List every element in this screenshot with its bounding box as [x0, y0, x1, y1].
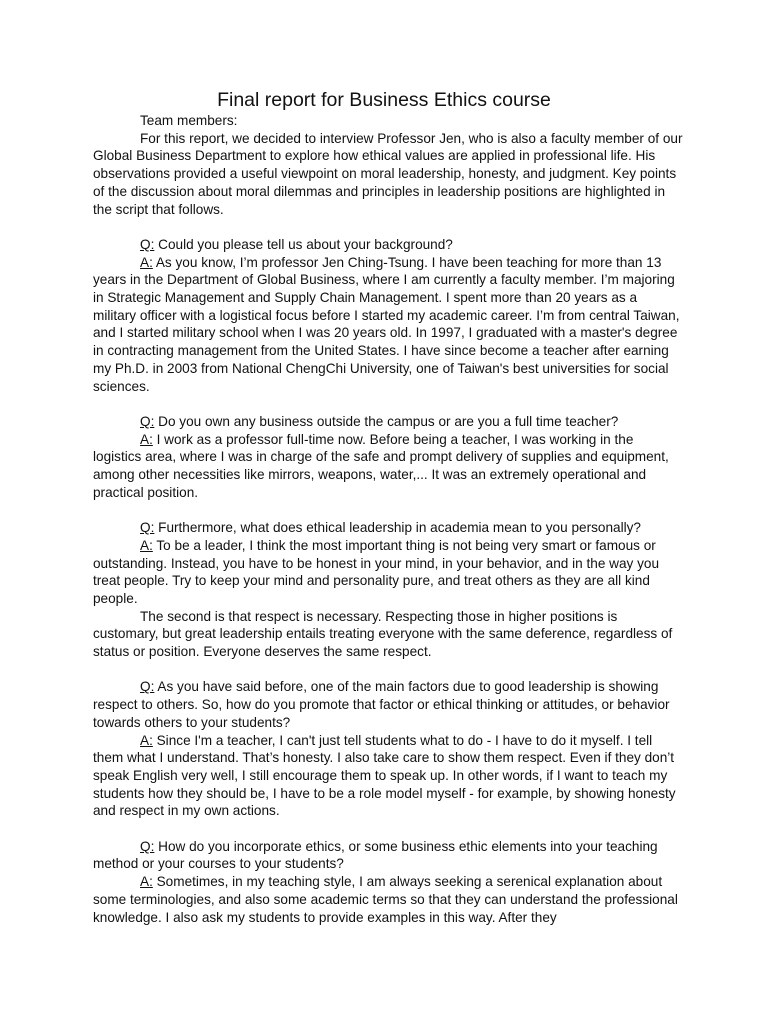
answer-text: I work as a professor full-time now. Before being a teacher, I was working in the logistics area, where I was in charge of the safe and prompt delivery of supplies and equipment, among other necessities like mirrors, weapons, water,... It was an extremely operational and practical position.	[93, 431, 669, 500]
team-members-label: Team members:	[140, 113, 238, 128]
question-3	[93, 519, 683, 537]
question-5	[93, 838, 683, 873]
answer-4	[93, 732, 683, 821]
question-text: How do you incorporate ethics, or some business ethic elements into your teaching method or your courses to your students?	[93, 838, 658, 872]
q-label: Q:	[140, 413, 155, 429]
page-title: Final report for Business Ethics course	[217, 89, 551, 111]
question-1	[93, 236, 683, 254]
a-label: A:	[140, 732, 153, 748]
answer-text: Since I'm a teacher, I can't just tell students what to do - I have to do it myself. I tell them what I understand. That’s honesty. I also take care to show them respect. Even if they don’t speak English very well, I still encourage them to speak up. In other words, if I want to teach my students how they should be, I have to be a role model myself - for example, by showing honesty and respect in my own actions.	[93, 732, 676, 819]
question-text: Do you own any business outside the campus or are you a full time teacher?	[154, 413, 619, 429]
answer-2	[93, 431, 683, 502]
question-2	[93, 413, 683, 431]
answer-3	[93, 537, 683, 608]
q-label: Q:	[140, 838, 155, 854]
a-label: A:	[140, 431, 153, 447]
answer-3-continued: The second is that respect is necessary. Respecting those in higher positions is customary, but great leadership entails treating everyone with the same deference, regardless of status or position. Everyone deserves the same respect.	[93, 608, 673, 660]
question-text: As you have said before, one of the main factors due to good leadership is showing respect to others. So, how do you promote that factor or ethical thinking or attitudes, or behavior towards others to your students?	[93, 679, 670, 730]
intro-paragraph: For this report, we decided to interview Professor Jen, who is also a faculty member of our Global Business Department to explore how ethical values are applied in professional life. His observations provided a useful viewpoint on moral leadership, honesty, and judgment. Key points of the discussion about moral dilemmas and principles in leadership positions are highlighted in the script that follows.	[93, 130, 683, 217]
answer-text: Sometimes, in my teaching style, I am always seeking a serenical explanation about some terminologies, and also some academic terms so that they can understand the professional knowledge. I also ask my students to provide examples in this way. After they	[93, 874, 678, 925]
a-label: A:	[140, 254, 153, 270]
q-label: Q:	[140, 679, 155, 695]
answer-5	[93, 873, 683, 926]
a-label: A:	[140, 537, 153, 553]
question-text: Furthermore, what does ethical leadership in academia mean to you personally?	[154, 520, 641, 536]
document-body	[93, 112, 683, 926]
question-4	[93, 678, 683, 731]
q-label: Q:	[140, 520, 155, 536]
answer-1	[93, 254, 683, 396]
a-label: A:	[140, 874, 153, 890]
answer-text: As you know, I’m professor Jen Ching-Tsung. I have been teaching for more than 13 years in the Department of Global Business, where I am currently a faculty member. I’m majoring in Strategic Management and Supply Chain Management. I spent more than 20 years as a military officer with a logistical focus before I started my academic career. I’m from central Taiwan, and I started military school when I was 20 years old. In 1997, I graduated with a master's degree in contracting management from the United States. I have since become a teacher after earning my Ph.D. in 2003 from National ChengChi University, one of Taiwan's best universities for social sciences.	[93, 254, 680, 394]
q-label: Q:	[140, 236, 155, 252]
question-text: Could you please tell us about your background?	[154, 236, 453, 252]
answer-text: To be a leader, I think the most important thing is not being very smart or famous or outstanding. Instead, you have to be honest in your mind, in your behavior, and in the way you treat people. Try to keep your mind and personality pure, and treat others as they are all kind people.	[93, 537, 660, 606]
